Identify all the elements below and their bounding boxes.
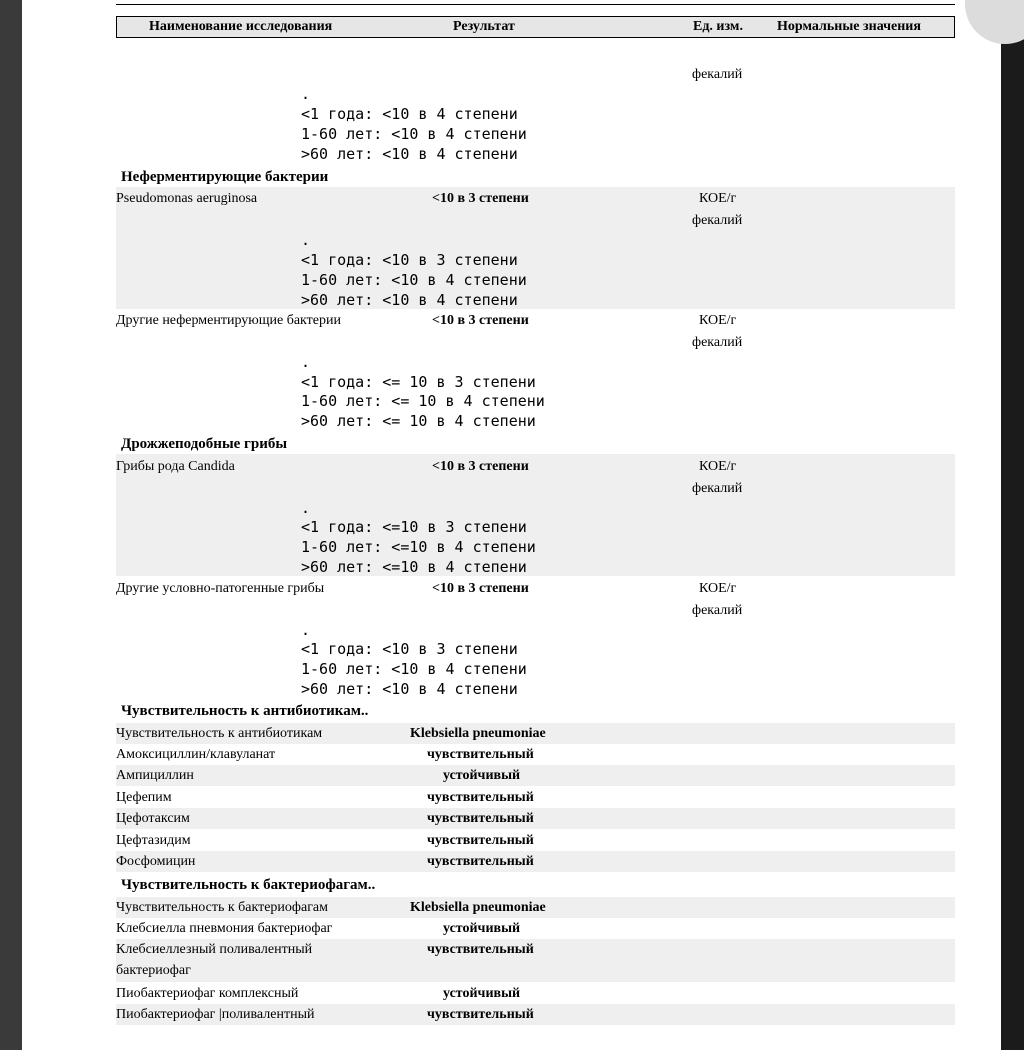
norm-line: <1 года: <10 в 3 степени bbox=[301, 640, 518, 658]
header-result: Результат bbox=[453, 19, 515, 34]
phage-name-cont: бактериофаг bbox=[116, 963, 191, 978]
table-header bbox=[116, 16, 955, 38]
antibiotic-result: чувствительный bbox=[427, 854, 534, 869]
phage-result: устойчивый bbox=[443, 921, 521, 936]
antibiotic-result: чувствительный bbox=[427, 747, 534, 762]
norm-line: <1 года: <= 10 в 3 степени bbox=[301, 373, 536, 391]
norm-line: >60 лет: <=10 в 4 степени bbox=[301, 558, 527, 576]
top-divider bbox=[116, 4, 955, 5]
row-unit: фекалий bbox=[692, 603, 743, 618]
row-result: <10 в 3 степени bbox=[432, 459, 529, 474]
section-title-yeast: Дрожжеподобные грибы bbox=[121, 436, 288, 452]
row-name: Pseudomonas aeruginosa bbox=[116, 191, 258, 206]
row-unit: фекалий bbox=[692, 481, 743, 496]
antibiotic-result: Klebsiella pneumoniae bbox=[410, 726, 546, 741]
norm-line: <1 года: <10 в 3 степени bbox=[301, 251, 518, 269]
row-bg bbox=[116, 454, 955, 576]
norm-line: . bbox=[301, 353, 311, 371]
row-bg bbox=[116, 808, 955, 829]
norm-line: 1-60 лет: <10 в 4 степени bbox=[301, 125, 527, 143]
row-result: <10 в 3 степени bbox=[432, 581, 529, 596]
unit-cell: фекалий bbox=[692, 67, 743, 82]
norm-line: 1-60 лет: <10 в 4 степени bbox=[301, 271, 527, 289]
header-unit: Ед. изм. bbox=[693, 19, 743, 34]
antibiotic-name: Фосфомицин bbox=[116, 854, 196, 869]
norm-line: . bbox=[301, 621, 311, 639]
row-unit: фекалий bbox=[692, 213, 743, 228]
antibiotic-result: устойчивый bbox=[443, 768, 521, 783]
phage-name: Чувствительность к бактериофагам bbox=[116, 900, 329, 915]
antibiotic-result: чувствительный bbox=[427, 833, 534, 848]
antibiotic-name: Чувствительность к антибиотикам bbox=[116, 726, 323, 741]
norm-line: >60 лет: <10 в 4 степени bbox=[301, 291, 518, 309]
antibiotic-name: Цефотаксим bbox=[116, 811, 190, 826]
row-unit: фекалий bbox=[692, 335, 743, 350]
phage-result: Klebsiella pneumoniae bbox=[410, 900, 546, 915]
antibiotic-name: Цефепим bbox=[116, 790, 172, 805]
zoom-in-icon[interactable] bbox=[975, 0, 1015, 8]
phage-name: Клебсиеллезный поливалентный bbox=[116, 942, 313, 957]
phage-result: чувствительный bbox=[427, 1007, 534, 1022]
scrollbar-track[interactable] bbox=[1001, 0, 1024, 1050]
norm-line: >60 лет: <= 10 в 4 степени bbox=[301, 412, 536, 430]
row-unit: КОЕ/г bbox=[699, 581, 737, 596]
norm-line: >60 лет: <10 в 4 степени bbox=[301, 680, 518, 698]
norm-line: >60 лет: <10 в 4 степени bbox=[301, 145, 518, 163]
norm-line: <1 года: <=10 в 3 степени bbox=[301, 518, 527, 536]
norm-line: <1 года: <10 в 4 степени bbox=[301, 105, 518, 123]
header-name: Наименование исследования bbox=[149, 19, 333, 34]
section-title-antibiotics: Чувствительность к антибиотикам.. bbox=[121, 703, 369, 719]
row-unit: КОЕ/г bbox=[699, 459, 737, 474]
phage-result: чувствительный bbox=[427, 942, 534, 957]
phage-result: устойчивый bbox=[443, 986, 521, 1001]
phage-name: Клебсиелла пневмония бактериофаг bbox=[116, 921, 333, 936]
section-title-phages: Чувствительность к бактериофагам.. bbox=[121, 877, 376, 893]
norm-line: . bbox=[301, 499, 311, 517]
norm-line: 1-60 лет: <10 в 4 степени bbox=[301, 660, 527, 678]
antibiotic-name: Цефтазидим bbox=[116, 833, 191, 848]
row-result: <10 в 3 степени bbox=[432, 313, 529, 328]
norm-line: 1-60 лет: <=10 в 4 степени bbox=[301, 538, 536, 556]
document-page bbox=[22, 0, 1001, 1050]
norm-line: . bbox=[301, 85, 311, 103]
row-name: Грибы рода Candida bbox=[116, 459, 235, 474]
antibiotic-result: чувствительный bbox=[427, 790, 534, 805]
antibiotic-name: Ампициллин bbox=[116, 768, 194, 783]
row-unit: КОЕ/г bbox=[699, 191, 737, 206]
antibiotic-result: чувствительный bbox=[427, 811, 534, 826]
phage-name: Пиобактериофаг комплексный bbox=[116, 986, 299, 1001]
row-unit: КОЕ/г bbox=[699, 313, 737, 328]
antibiotic-name: Амоксициллин/клавуланат bbox=[116, 747, 276, 762]
row-bg bbox=[116, 851, 955, 872]
norm-line: . bbox=[301, 231, 311, 249]
row-name: Другие условно-патогенные грибы bbox=[116, 581, 325, 596]
row-bg bbox=[116, 765, 955, 786]
header-norm: Нормальные значения bbox=[777, 19, 921, 34]
row-result: <10 в 3 степени bbox=[432, 191, 529, 206]
row-name: Другие неферментирующие бактерии bbox=[116, 313, 341, 328]
phage-name: Пиобактериофаг |поливалентный bbox=[116, 1007, 315, 1022]
norm-line: 1-60 лет: <= 10 в 4 степени bbox=[301, 392, 545, 410]
section-title-nonfermenting: Неферментирующие бактерии bbox=[121, 169, 329, 185]
